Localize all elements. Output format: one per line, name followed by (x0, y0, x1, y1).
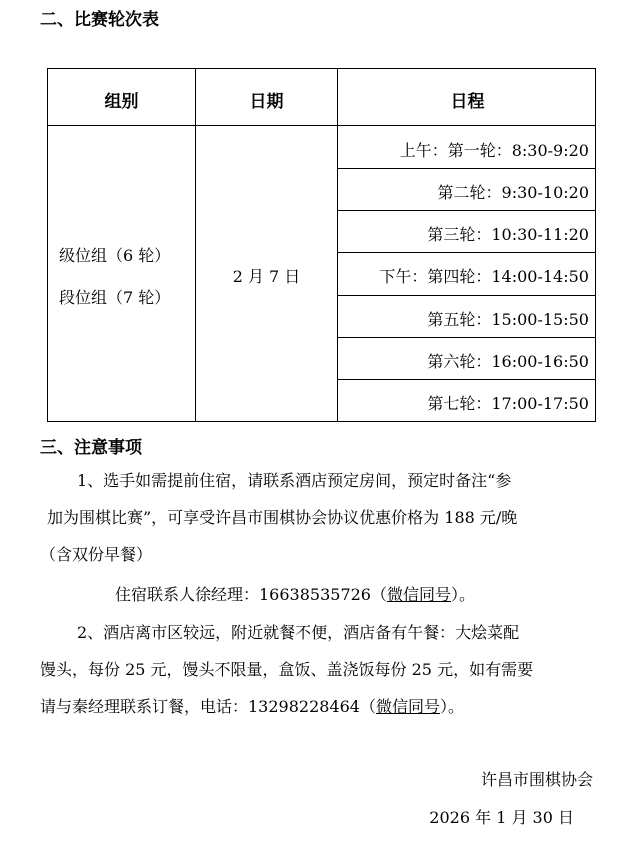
section2-title: 二、比赛轮次表 (40, 10, 159, 30)
table-row-divider (337, 295, 595, 296)
signature-date: 2026 年 1 月 30 日 (429, 808, 574, 827)
note2-suffix: ）。 (440, 697, 465, 716)
schedule-row: 第七轮：17:00-17:50 (427, 394, 589, 413)
note1-line3: （含双份早餐） (40, 545, 153, 564)
header-group: 组别 (104, 92, 139, 112)
section3-title: 三、注意事项 (40, 438, 142, 458)
table-divider (337, 69, 338, 421)
table-row-divider (337, 168, 595, 169)
wechat-link[interactable]: 微信同号 (375, 697, 440, 716)
note2-text: 请与秦经理联系订餐，电话：13298228464（ (40, 697, 376, 716)
table-divider (195, 69, 196, 421)
table-row-divider (337, 252, 595, 253)
note1-line2: 加为围棋比赛”，可享受许昌市围棋协会协议优惠价格为 188 元/晚 (47, 508, 518, 527)
schedule-table (47, 68, 596, 422)
note2-line1: 2、酒店离市区较远，附近就餐不便，酒店备有午餐：大烩菜配 (77, 623, 520, 642)
table-row-divider (337, 337, 595, 338)
header-schedule: 日程 (450, 92, 485, 112)
group-kyu: 级位组（6 轮） (59, 246, 171, 265)
signature-org: 许昌市围棋协会 (480, 770, 593, 789)
wechat-link[interactable]: 微信同号 (386, 585, 451, 604)
schedule-row: 第六轮：16:00-16:50 (427, 352, 589, 371)
table-header-divider (48, 125, 595, 126)
schedule-row: 第五轮：15:00-15:50 (427, 310, 589, 329)
contact-suffix: ）。 (451, 585, 476, 604)
schedule-row: 下午：第四轮：14:00-14:50 (379, 267, 589, 286)
note1-line1: 1、选手如需提前住宿，请联系酒店预定房间，预定时备注“参 (77, 471, 512, 490)
contact-line (115, 576, 475, 613)
contact-text: 住宿联系人徐经理：16638535726（ (115, 585, 387, 604)
schedule-row: 第三轮：10:30-11:20 (427, 225, 589, 244)
note2-line2: 馒头，每份 25 元，馒头不限量，盒饭、盖浇饭每份 25 元，如有需要 (40, 660, 534, 679)
table-row-divider (337, 210, 595, 211)
group-dan: 段位组（7 轮） (59, 288, 171, 307)
header-date: 日期 (249, 92, 284, 112)
schedule-row: 第二轮：9:30-10:20 (437, 183, 589, 202)
table-row-divider (337, 379, 595, 380)
schedule-row: 上午：第一轮：8:30-9:20 (399, 141, 589, 160)
note2-line3 (40, 688, 464, 725)
match-date: 2 月 7 日 (232, 267, 301, 286)
